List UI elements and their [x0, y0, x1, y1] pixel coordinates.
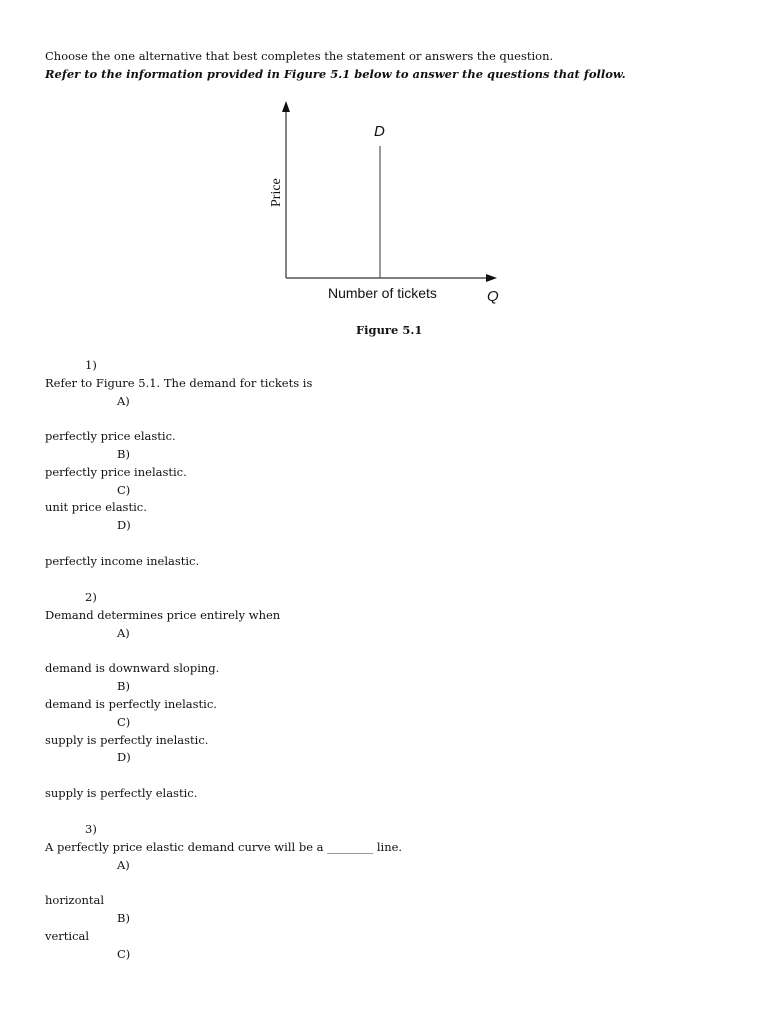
x-axis-arrow — [486, 274, 497, 282]
option-text: unit price elastic. — [45, 500, 147, 514]
option-text: demand is perfectly inelastic. — [45, 697, 217, 711]
option-text: perfectly price elastic. — [45, 429, 176, 443]
option-text: supply is perfectly elastic. — [45, 786, 198, 800]
figure-caption: Figure 5.1 — [356, 323, 423, 337]
question-number: 3) — [85, 822, 97, 836]
option-letter: B) — [117, 447, 130, 461]
option-text: perfectly price inelastic. — [45, 465, 187, 479]
y-axis-arrow — [282, 101, 290, 112]
option-letter: A) — [117, 858, 130, 872]
question-text: Demand determines price entirely when — [45, 608, 281, 622]
option-letter: A) — [117, 394, 130, 408]
demand-curve-label: D — [374, 123, 385, 140]
x-axis-symbol: Q — [487, 288, 499, 305]
option-text: horizontal — [45, 893, 105, 907]
option-text: perfectly income inelastic. — [45, 554, 200, 568]
y-axis-label: Price — [269, 178, 284, 207]
demand-graph — [250, 95, 530, 310]
option-letter: B) — [117, 679, 130, 693]
question-number: 1) — [85, 358, 97, 372]
option-letter: A) — [117, 626, 130, 640]
option-letter: B) — [117, 911, 130, 925]
option-letter: C) — [117, 947, 131, 961]
x-axis-label: Number of tickets — [328, 285, 437, 301]
option-letter: C) — [117, 715, 131, 729]
question-number: 2) — [85, 590, 97, 604]
option-text: supply is perfectly inelastic. — [45, 733, 209, 747]
question-text: Refer to Figure 5.1. The demand for tickets is — [45, 376, 313, 390]
figure-5-1 — [250, 95, 530, 310]
option-text: vertical — [45, 929, 90, 943]
option-letter: D) — [117, 518, 131, 532]
instruction-text: Choose the one alternative that best completes the statement or answers the question. — [45, 49, 554, 63]
option-text: demand is downward sloping. — [45, 661, 220, 675]
question-text: A perfectly price elastic demand curve will be a ________ line. — [45, 840, 403, 854]
option-letter: D) — [117, 750, 131, 764]
option-letter: C) — [117, 483, 131, 497]
subinstruction-text: Refer to the information provided in Figure 5.1 below to answer the questions that follow. — [45, 67, 626, 81]
